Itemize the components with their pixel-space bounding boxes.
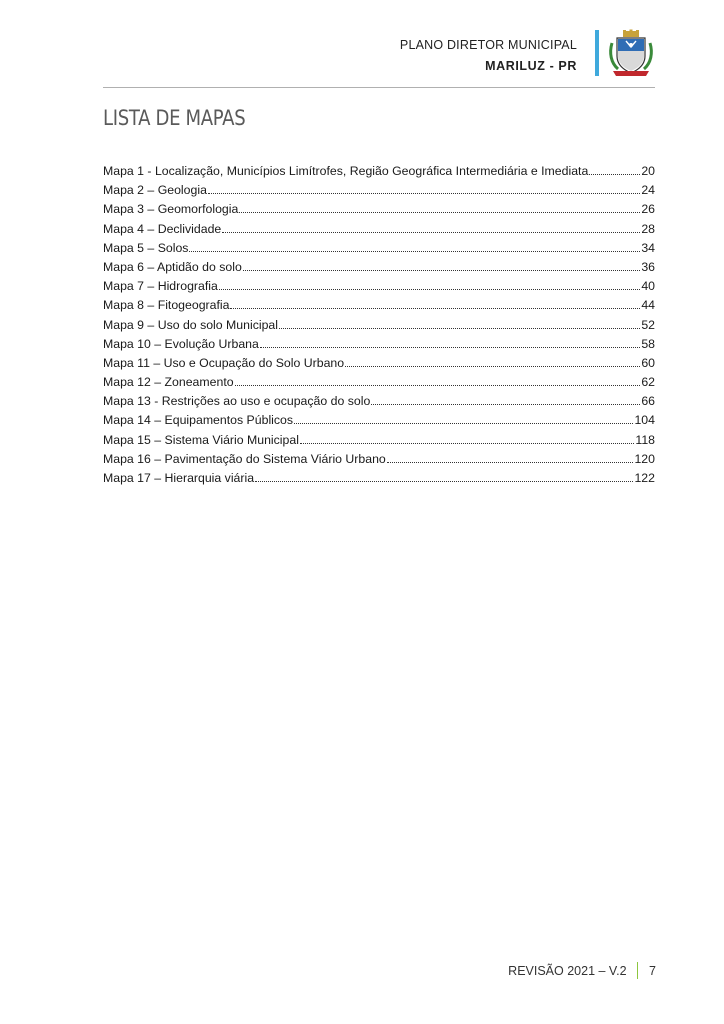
toc-entry-label: Mapa 10 – Evolução Urbana [103, 336, 259, 351]
toc-entry[interactable] [103, 450, 655, 469]
toc-entry[interactable] [103, 258, 655, 277]
toc-entry-label: Mapa 4 – Declividade [103, 221, 222, 236]
toc-dot-leader [300, 443, 634, 444]
toc-entry-page: 62 [641, 375, 655, 390]
toc-entry-label: Mapa 13 - Restrições ao uso e ocupação do solo [103, 394, 371, 409]
coat-of-arms-icon [608, 29, 654, 79]
toc-entry-label: Mapa 5 – Solos [103, 240, 189, 255]
toc-entry-label: Mapa 16 – Pavimentação do Sistema Viário Urbano [103, 451, 386, 466]
toc-entry-page: 120 [634, 451, 655, 466]
header-divider [103, 87, 655, 88]
toc-entry[interactable] [103, 296, 655, 315]
toc-entry[interactable] [103, 469, 655, 488]
toc-entry-page: 36 [641, 259, 655, 274]
toc-entry[interactable] [103, 411, 655, 430]
toc-entry[interactable] [103, 277, 655, 296]
municipality-name: MARILUZ - PR [485, 59, 577, 73]
toc-entry-label: Mapa 2 – Geologia [103, 183, 207, 198]
toc-entry-label: Mapa 11 – Uso e Ocupação do Solo Urbano [103, 355, 345, 370]
header-accent-bar [595, 30, 599, 76]
toc-dot-leader [235, 385, 641, 386]
toc-entry-page: 52 [641, 317, 655, 332]
toc-entry-page: 122 [634, 471, 655, 485]
toc-dot-leader [387, 462, 634, 463]
toc-entry[interactable] [103, 316, 655, 335]
toc-dot-leader [255, 481, 633, 482]
footer-separator [637, 962, 639, 979]
page-footer [508, 962, 656, 979]
toc-entry-page: 40 [641, 279, 655, 294]
toc-dot-leader [239, 212, 640, 213]
toc-entry[interactable] [103, 162, 655, 181]
toc-entry-page: 26 [641, 202, 655, 217]
toc-entry-label: Mapa 17 – Hierarquia viária [103, 471, 255, 485]
toc-entry-page: 34 [641, 240, 655, 255]
toc-dot-leader [345, 366, 640, 367]
toc-entry-page: 58 [641, 336, 655, 351]
toc-entry[interactable] [103, 431, 655, 450]
toc-entry-label: Mapa 1 - Localização, Municípios Limítrofes, Região Geográfica Intermediária e Imediata [103, 164, 589, 178]
toc-entry-page: 24 [641, 183, 655, 198]
toc-entry[interactable] [103, 335, 655, 354]
toc-entry[interactable] [103, 373, 655, 392]
toc-dot-leader [219, 289, 640, 290]
map-list [103, 162, 655, 488]
toc-entry-label: Mapa 6 – Aptidão do solo [103, 259, 242, 274]
toc-entry[interactable] [103, 392, 655, 411]
toc-dot-leader [279, 328, 640, 329]
toc-dot-leader [189, 251, 640, 252]
page-number: 7 [649, 963, 656, 978]
toc-entry-label: Mapa 12 – Zoneamento [103, 375, 234, 390]
toc-dot-leader [222, 232, 640, 233]
toc-entry[interactable] [103, 220, 655, 239]
toc-entry-page: 118 [635, 432, 655, 447]
toc-entry-label: Mapa 9 – Uso do solo Municipal [103, 317, 278, 332]
toc-dot-leader [260, 347, 640, 348]
document-header [400, 36, 577, 75]
toc-entry[interactable] [103, 200, 655, 219]
toc-entry[interactable] [103, 354, 655, 373]
toc-dot-leader [589, 174, 640, 175]
toc-entry-page: 28 [641, 221, 655, 236]
document-title: PLANO DIRETOR MUNICIPAL [399, 38, 577, 52]
toc-entry-page: 44 [641, 298, 655, 313]
toc-dot-leader [208, 193, 640, 194]
toc-entry-page: 104 [634, 413, 655, 428]
toc-dot-leader [294, 423, 633, 424]
revision-label: REVISÃO 2021 – V.2 [508, 963, 627, 978]
toc-entry-label: Mapa 8 – Fitogeografia [103, 298, 230, 313]
toc-entry-label: Mapa 3 – Geomorfologia [103, 202, 239, 217]
toc-entry[interactable] [103, 239, 655, 258]
toc-entry-page: 66 [641, 394, 655, 409]
toc-dot-leader [230, 308, 640, 309]
page-title: LISTA DE MAPAS [103, 106, 246, 130]
toc-dot-leader [371, 404, 640, 405]
toc-entry-label: Mapa 14 – Equipamentos Públicos [103, 413, 294, 428]
toc-entry-label: Mapa 15 – Sistema Viário Municipal [103, 432, 299, 447]
toc-dot-leader [243, 270, 641, 271]
toc-entry[interactable] [103, 181, 655, 200]
toc-entry-label: Mapa 7 – Hidrografia [103, 279, 218, 294]
toc-entry-page: 60 [641, 355, 655, 370]
toc-entry-page: 20 [641, 164, 655, 178]
